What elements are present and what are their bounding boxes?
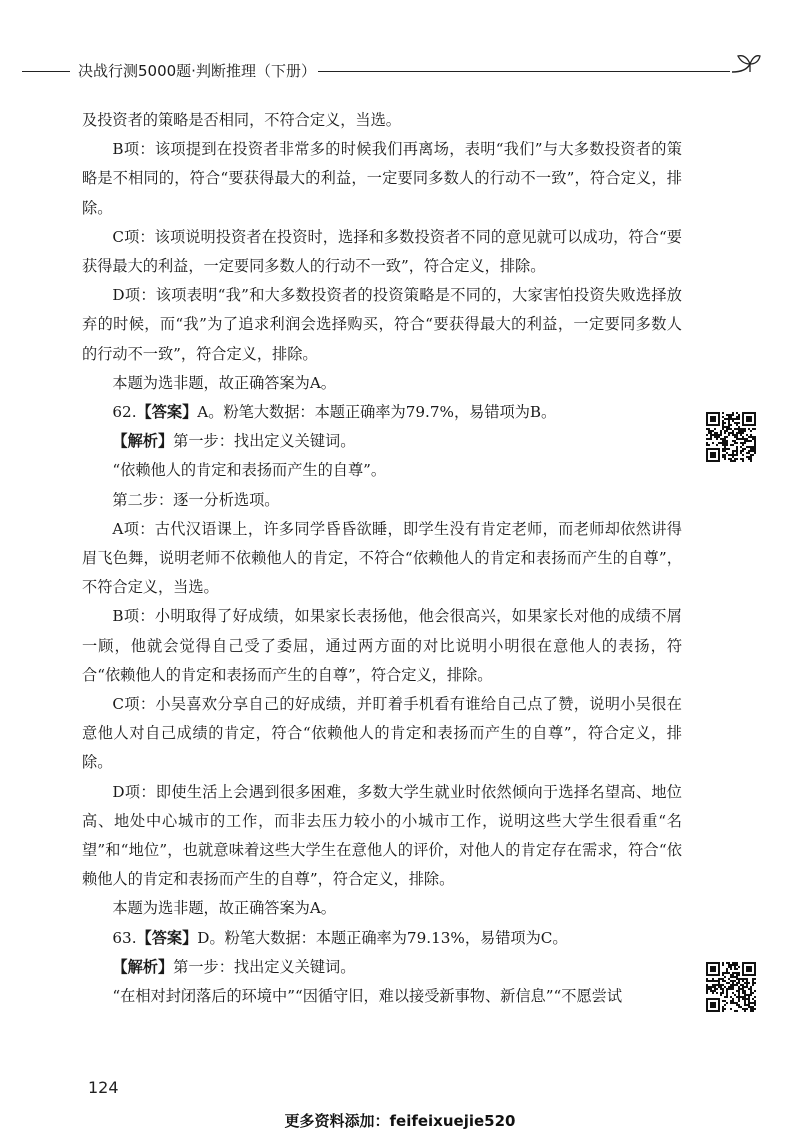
header-rule-right [318,71,730,72]
analysis-line-62 [82,427,682,456]
analysis-text: 第一步：找出定义关键词。 [173,432,356,451]
header-rule-left [22,71,70,72]
paragraph-step-two: 第二步：逐一分析选项。 [112,490,280,509]
qr-code-63[interactable] [706,962,756,1012]
analysis-label: 【解析】 [112,432,174,451]
explanation-body [82,106,682,1011]
paragraph-option-d: D项：该项表明“我”和大多数投资者的投资策略是不同的，大家害怕投资失败选择放弃的时候，而“我”为了追求利润会选择购买，符合“要获得最大的利益，一定要同多数人的行动不一致”，符合定义，排除。 [82,286,682,363]
paragraph-option-b: B项：该项提到在投资者非常多的时候我们再离场，表明“我们”与大多数投资者的策略是不相同的，符合“要获得最大的利益，一定要同多数人的行动不一致”，符合定义，排除。 [82,140,682,217]
answer-label: 【答案】 [136,403,198,422]
answer-line-62 [82,398,682,427]
answer-label: 【答案】 [136,928,198,947]
paragraph-keyword: “依赖他人的肯定和表扬而产生的自尊”。 [112,461,387,480]
sprout-icon [728,50,762,84]
paragraph-option-a: A项：古代汉语课上，许多同学昏昏欲睡，即学生没有肯定老师，而老师却依然讲得眉飞色舞，说明老师不依赖他人的肯定，不符合“依赖他人的肯定和表扬而产生的自尊”，不符合定义，当选。 [82,519,682,597]
running-header [0,50,800,90]
page-number: 124 [88,1078,119,1097]
footer-contact-note: 更多资料添加：feifeixuejie520 [284,1112,516,1130]
paragraph-keyword: “在相对封闭落后的环境中”“因循守旧，难以接受新事物、新信息”“不愿尝试 [112,987,623,1006]
analysis-text: 第一步：找出定义关键词。 [173,957,356,976]
paragraph-option-d: D项：即使生活上会遇到很多困难，多数大学生就业时依然倾向于选择名望高、地位高、地处中心城市的工作，而非去压力较小的小城市工作，说明这些大学生很看重“名望”和“地位”，也就意味着这些大学生在意他人的评价，对他人的肯定存在需求，符合“依赖他人的肯定和表扬而产生的自尊”，符合定义，排除。 [82,782,682,889]
answer-text: D。粉笔大数据：本题正确率为79.13%，易错项为C。 [197,928,568,947]
qr-code-62[interactable] [706,412,756,462]
answer-text: A。粉笔大数据：本题正确率为79.7%，易错项为B。 [197,403,557,422]
analysis-label: 【解析】 [112,957,174,976]
paragraph-option-c: C项：该项说明投资者在投资时，选择和多数投资者不同的意见就可以成功，符合“要获得最大的利益，一定要同多数人的行动不一致”，符合定义，排除。 [82,227,682,276]
paragraph-continuation: 及投资者的策略是否相同，不符合定义，当选。 [82,111,401,129]
paragraph-option-b: B项：小明取得了好成绩，如果家长表扬他，他会很高兴，如果家长对他的成绩不屑一顾，他就会觉得自己受了委屈，通过两方面的对比说明小明很在意他人的表扬，符合“依赖他人的肯定和表扬而产生的自尊”，符合定义，排除。 [82,607,682,684]
analysis-line-63 [82,953,682,982]
question-number: 62. [112,403,137,422]
answer-line-63 [82,924,682,953]
qr-code-icon [706,412,756,462]
paragraph-conclusion: 本题为选非题，故正确答案为A。 [112,373,336,392]
qr-code-icon [706,962,756,1012]
question-number: 63. [112,928,137,947]
paragraph-option-c: C项：小吴喜欢分享自己的好成绩，并盯着手机看有谁给自己点了赞，说明小吴很在意他人对自己成绩的肯定，符合“依赖他人的肯定和表扬而产生的自尊”，符合定义，排除。 [82,695,682,772]
book-title: 决战行测5000题·判断推理（下册） [78,62,316,80]
paragraph-conclusion: 本题为选非题，故正确答案为A。 [112,899,336,918]
